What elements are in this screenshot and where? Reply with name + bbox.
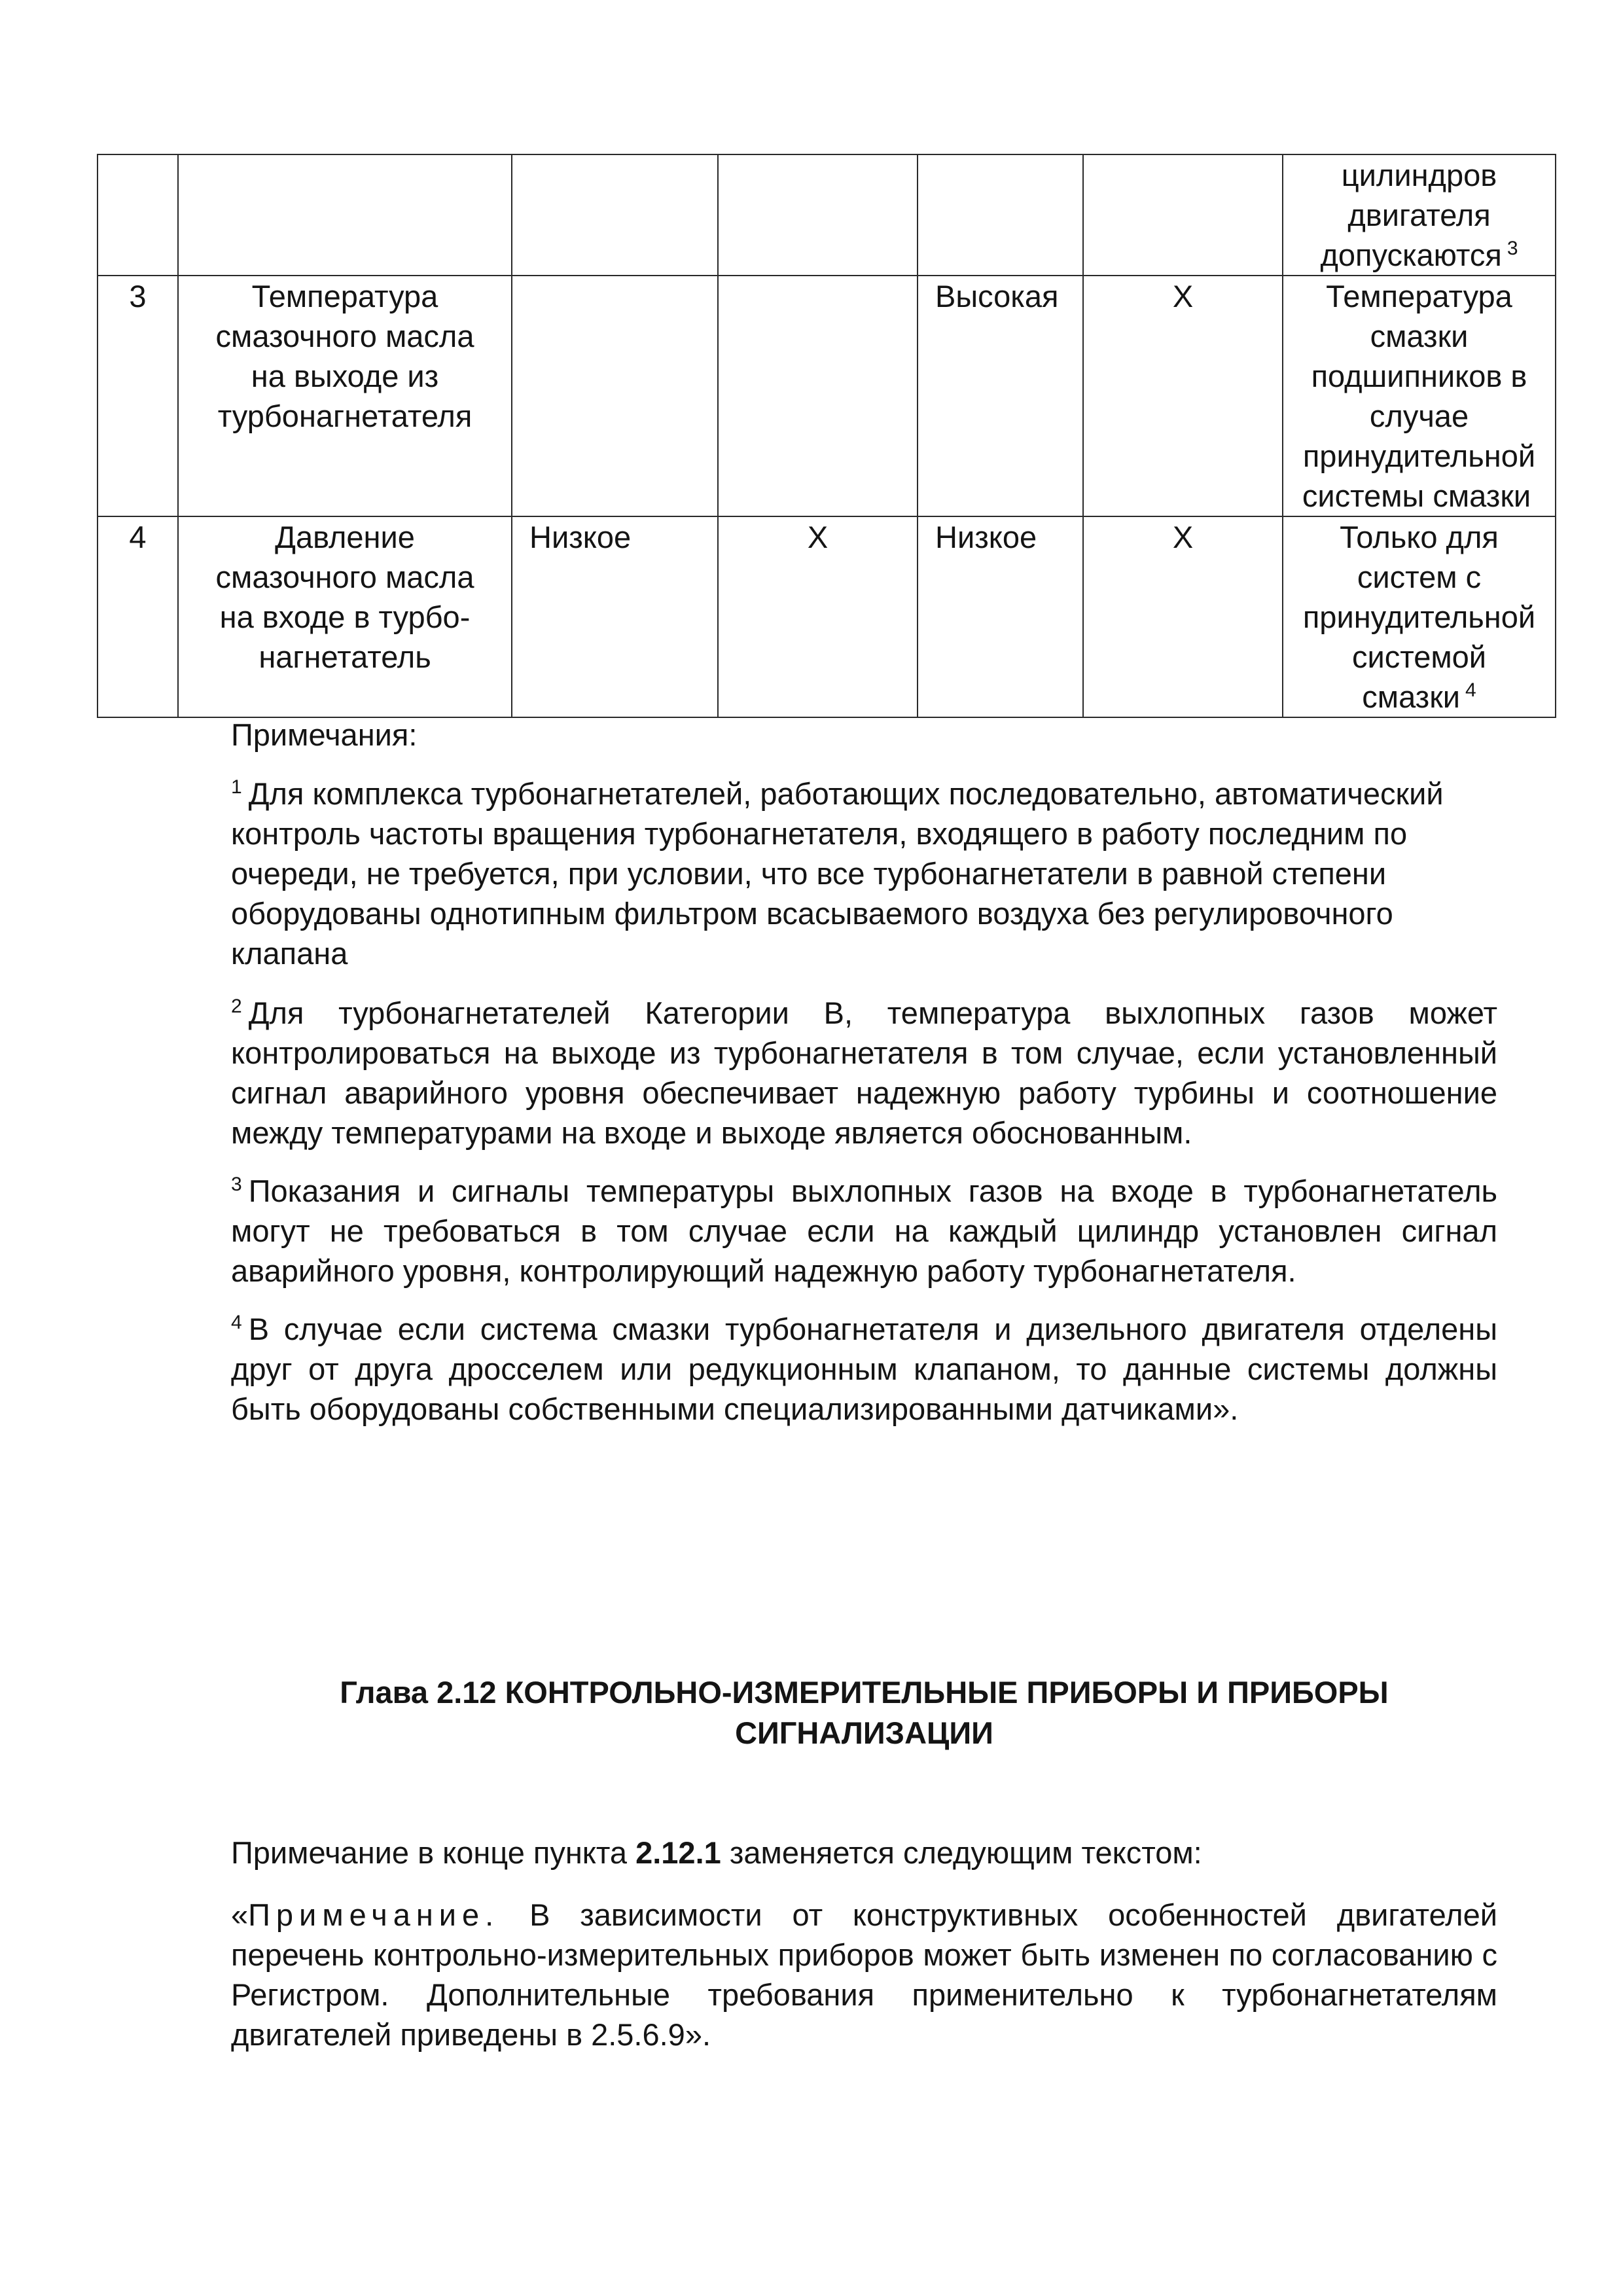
note-word: Примечание. (248, 1897, 500, 1932)
footnote-ref: 3 (1507, 238, 1518, 260)
amendment-prefix: Примечание в конце пункта (231, 1835, 636, 1870)
cell-parameter (178, 154, 512, 276)
footnote-ref: 4 (1465, 679, 1476, 702)
cell-num: 4 (98, 516, 178, 717)
cell-mark-2: Х (1083, 516, 1283, 717)
cell-alarm-2: Низкое (918, 516, 1083, 717)
footnote-4 (231, 1309, 1497, 1429)
cell-note: Только для систем с принудительной системой смазки $^4$ (1283, 516, 1556, 717)
amendment-line (231, 1833, 1497, 1873)
cell-parameter: Температура смазочного масла на выходе из турбонагнетателя (178, 276, 512, 516)
cell-note: Температура смазки подшипников в случае принудительной системы смазки (1283, 276, 1556, 516)
cell-mark-1: Х (718, 516, 918, 717)
footnote-text: В случае если система смазки турбонагнетателя и дизельного двигателя отделены друг от друга дросселем или редукционным клапаном, то данные системы должны быть оборудованы собственными специализированными датчиками». (231, 1312, 1497, 1426)
cell-alarm-2 (918, 154, 1083, 276)
clause-reference: 2.12.1 (635, 1835, 721, 1870)
footnote-text: Показания и сигналы температуры выхлопных газов на входе в турбонагнетатель могут не требоваться в том случае если на каждый цилиндр установлен сигнал аварийного уровня, контролирующий надежную работу турбонагнетателя. (231, 1174, 1497, 1288)
table-row (98, 276, 1556, 516)
chapter-title (231, 1672, 1497, 1753)
table-row (98, 516, 1556, 717)
footnote-number: 4 (231, 1312, 242, 1334)
cell-mark-1 (718, 276, 918, 516)
cell-alarm-1 (512, 276, 718, 516)
footnote-text: Для комплекса турбонагнетателей, работающих последовательно, автоматический контроль частоты вращения турбонагнетателя, входящего в работу последним по очереди, не требуется, при условии, что все турбонагнетатели в равной степени оборудованы однотипным фильтром всасываемого воздуха без регулировочного клапана (231, 776, 1444, 971)
quote-open: « (231, 1897, 249, 1932)
footnote-3 (231, 1171, 1497, 1291)
footnote-number: 2 (231, 996, 242, 1018)
cell-mark-2 (1083, 154, 1283, 276)
notes-heading: Примечания: (231, 717, 418, 752)
footnote-1 (231, 774, 1497, 973)
amendment-note (231, 1895, 1497, 2054)
cell-mark-1 (718, 154, 918, 276)
note-text: В зависимости от конструктивных особенностей двигателей перечень контрольно-измерительных приборов может быть изменен по согласованию с Регистром. Дополнительные требования применительно к турбонагнетателям двигателей приведены в 2.5.6.9». (231, 1897, 1497, 2052)
footnote-number: 1 (231, 776, 242, 798)
chapter-title-line: СИГНАЛИЗАЦИИ (735, 1715, 993, 1750)
monitoring-table (97, 154, 1556, 718)
footnote-number: 3 (231, 1174, 242, 1196)
cell-num (98, 154, 178, 276)
cell-alarm-1 (512, 154, 718, 276)
chapter-title-line: Глава 2.12 КОНТРОЛЬНО-ИЗМЕРИТЕЛЬНЫЕ ПРИБОРЫ И ПРИБОРЫ (340, 1675, 1389, 1710)
cell-num: 3 (98, 276, 178, 516)
cell-mark-2: Х (1083, 276, 1283, 516)
cell-parameter: Давление смазочного масла на входе в турбо- нагнетатель (178, 516, 512, 717)
cell-alarm-2: Высокая (918, 276, 1083, 516)
cell-alarm-1: Низкое (512, 516, 718, 717)
cell-note: цилиндров двигателя допускаются $^3$ (1283, 154, 1556, 276)
amendment-suffix: заменяется следующим текстом: (721, 1835, 1202, 1870)
footnote-text: Для турбонагнетателей Категории B, температура выхлопных газов может контролироваться на выходе из турбонагнетателя в том случае, если установленный сигнал аварийного уровня обеспечивает надежную работу турбины и соотношение между температурами на входе и выходе является обоснованным. (231, 996, 1497, 1150)
footnote-2 (231, 993, 1497, 1153)
table-row (98, 154, 1556, 276)
